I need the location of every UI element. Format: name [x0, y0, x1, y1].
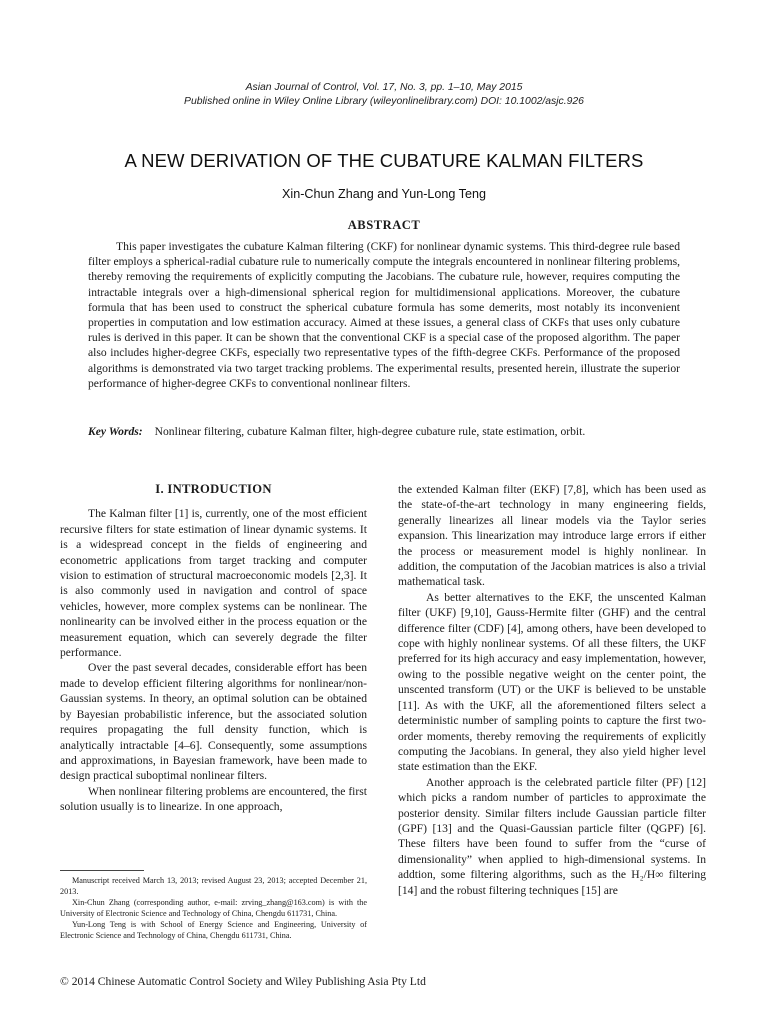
abstract-text: This paper investigates the cubature Kalman filtering (CKF) for nonlinear dynamic systems. This third-degree rule based filter employs a spherical-radial cubature rule to numerically compute the integrals encountered in nonlinear filtering problems, thereby removing the requirements of explicitly computing the Jacobians. The cubature rule, however, requires computing the intractable integrals over a high-dimensional spherical region for multidimensional applications. Moreover, the cubature formula that has been used to construct the spherical cubature formula has some demerits, most notably its inconvenient properties in computation and low estimation accuracy. Aimed at these issues, a general class of CKFs that uses only cubature rules is derived in this paper. It can be shown that the conventional CKF is a special case of the proposed algorithm. The paper also includes higher-degree CKFs, especially two representative types of the fifth-degree CKFs. Performance of the proposed algorithms is demonstrated via two target tracking problems. The experimental results, presented herein, illustrate the superior performance of higher-degree CKFs to conventional nonlinear filters. [88, 240, 680, 390]
publication-info: Published online in Wiley Online Library (wileyonlinelibrary.com) DOI: 10.1002/asjc.926 [184, 96, 584, 107]
body-paragraph: As better alternatives to the EKF, the unscented Kalman filter (UKF) [9,10], Gauss-Hermite filter (GHF) and the central difference filter (CDF) [4], among others, have been developed to cope with highly nonlinear systems. Of all these filters, the UKF preferred for its high accuracy and easy implementation, however, owing to the possible negative weight on the center point, the unscented transform (UT) or the UKF is believed to be unstable [11]. As with the UKF, all the aforementioned filters select a deterministic number of sampling points to capture the first two-order moments, thereby removing the requirements of explicitly computing the Jacobians. In general, they also yield higher level state estimation than the EKF. [398, 590, 706, 774]
abstract-heading: ABSTRACT [347, 218, 421, 232]
body-paragraph: the extended Kalman filter (EKF) [7,8], which has been used as the state-of-the-art technology in many engineering fields, generally linearizes all linear models via the Taylor series expansion. This linearization may introduce large errors if either the process or measurement model is highly nonlinear. In addition, the computation of the Jacobian matrices is also a trivial mathematical task. [398, 483, 706, 589]
journal-citation: Asian Journal of Control, Vol. 17, No. 3, pp. 1–10, May 2015 [245, 82, 523, 93]
body-paragraph: Another approach is the celebrated particle filter (PF) [12] which picks a random number of particles to approximate the posterior density. Similar filters include Gaussian particle filter (GPF) [13] and the Quasi-Gaussian particle filter (QGPF) [6]. These filters have been found to suffer from the “curse of dimensionality” when applied to high-dimensional systems. In addtion, some filtering algorithms, such as the H₂/H∞ filtering [14] and the robust filtering techniques [15] are [398, 775, 706, 897]
paper-title: A NEW DERIVATION OF THE CUBATURE KALMAN FILTERS [124, 150, 644, 171]
footnote: Yun-Long Teng is with School of Energy Science and Engineering, University of Electronic Science and Technology of China, Chengdu 611731, China. [60, 920, 367, 940]
keywords-text: Nonlinear filtering, cubature Kalman filter, high-degree cubature rule, state estimation, orbit. [154, 425, 586, 438]
keywords [88, 424, 680, 439]
footnote-divider [60, 870, 144, 871]
section-heading-introduction: I. INTRODUCTION [155, 482, 272, 496]
copyright-notice: © 2014 Chinese Automatic Control Society and Wiley Publishing Asia Pty Ltd [60, 975, 426, 988]
footnote: Xin-Chun Zhang (corresponding author, e-mail: zrving_zhang@163.com) is with the University of Electronic Science and Technology of China, Chengdu 611731, China. [60, 898, 367, 918]
right-column [398, 482, 706, 898]
paper-authors: Xin-Chun Zhang and Yun-Long Teng [282, 187, 486, 201]
body-paragraph: When nonlinear filtering problems are encountered, the first solution usually is to linearize. In one approach, [60, 784, 367, 814]
body-paragraph: The Kalman filter [1] is, currently, one of the most efficient recursive filters for state estimation of linear dynamic systems. It is a widespread concept in the fields of engineering and econometric applications from target tracking and computer vision to estimation of structural macroeconomic models [2,3]. It is also commonly used in navigation and control of space vehicles, however, more complex systems can be nonlinear. The nonlinearity can be involved either in the process equation or the measurement equation, which can severely degrade the filter performance. [60, 507, 367, 660]
footnotes [60, 876, 367, 943]
body-paragraph: Over the past several decades, considerable effort has been made to develop efficient filtering algorithms for nonlinear/non-Gaussian systems. In theory, an optimal solution can be obtained by Bayesian probabilistic inference, but the associated solution requires propagating the full density function, which is analytically intractable [4–6]. Consequently, some assumptions and approximations, in Bayesian framework, have been made to design practical suboptimal nonlinear filters. [60, 661, 367, 783]
left-column [60, 482, 367, 815]
keywords-label: Key Words: [88, 425, 143, 438]
footnote: Manuscript received March 13, 2013; revised August 23, 2013; accepted December 21, 2013. [60, 876, 367, 896]
